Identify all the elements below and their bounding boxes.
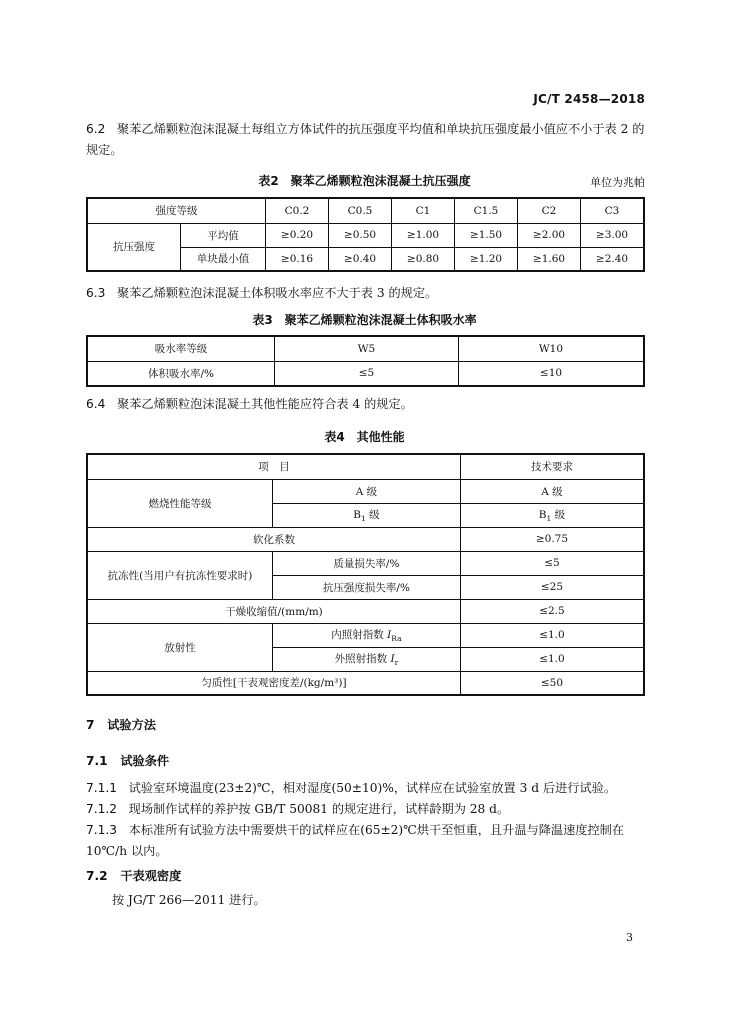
clause-text: 本标准所有试验方法中需要烘干的试样应在(65±2)℃烘干至恒重，且升温与降温速度控制在 10℃/h 以内。 — [86, 823, 625, 858]
section-number: 7 — [86, 718, 95, 732]
table2-cell: ≥1.60 — [518, 247, 581, 271]
table3-cell: ≤10 — [458, 361, 644, 386]
section-title: 干表观密度 — [120, 869, 182, 883]
clause-number: 7.1.3 — [86, 823, 118, 837]
table2-grade: C3 — [581, 198, 645, 223]
table3-grade: W5 — [275, 336, 459, 361]
table2-caption: 表2 聚苯乙烯颗粒泡沫混凝土抗压强度 — [258, 174, 471, 188]
table2-grade: C0.5 — [329, 198, 392, 223]
table4-shrink-req: ≤2.5 — [460, 599, 644, 623]
table2-grade: C1.5 — [455, 198, 518, 223]
table4-frost-strength: 抗压强度损失率/% — [272, 575, 460, 599]
section-7-2-heading — [86, 867, 181, 884]
table3-grade-label: 吸水率等级 — [87, 336, 275, 361]
clause-text: 聚苯乙烯颗粒泡沫混凝土每组立方体试件的抗压强度平均值和单块抗压强度最小值应不小于表 2 的规定。 — [86, 122, 645, 157]
clause-number: 7.1.1 — [86, 781, 118, 795]
section-number: 7.2 — [86, 869, 108, 883]
clause-text: 试验室环境温度(23±2)℃，相对湿度(50±10)%，试样应在试验室放置 3 d 后进行试验。 — [128, 781, 617, 795]
table4 — [86, 453, 645, 696]
table4-frost-mass-req: ≤5 — [460, 551, 644, 575]
table2-cell: ≥1.50 — [455, 223, 518, 247]
table2-row-label: 平均值 — [181, 223, 266, 247]
table2-cell: ≥3.00 — [581, 223, 645, 247]
table3 — [86, 335, 645, 387]
clause-7-1-3 — [86, 820, 646, 862]
table2-grade-header: 强度等级 — [87, 198, 266, 223]
clause-text: 聚苯乙烯颗粒泡沫混凝土其他性能应符合表 4 的规定。 — [117, 397, 413, 411]
table4-burn-b: $B_1$ 级 — [272, 503, 460, 527]
table2-group-label: 抗压强度 — [87, 223, 181, 271]
table2-cell: ≥0.16 — [266, 247, 329, 271]
clause-text: 现场制作试样的养护按 GB/T 50081 的规定进行，试样龄期为 28 d。 — [128, 802, 510, 816]
table4-burn-a-req: A 级 — [460, 479, 644, 503]
table2-cell: ≥0.50 — [329, 223, 392, 247]
table2 — [86, 197, 645, 272]
table3-grade: W10 — [458, 336, 644, 361]
page-number: 3 — [626, 931, 633, 944]
clause-number: 6.2 — [86, 122, 106, 136]
table4-soft-req: ≥0.75 — [460, 527, 644, 551]
table2-grade: C1 — [392, 198, 455, 223]
table2-row-label: 单块最小值 — [181, 247, 266, 271]
table2-cell: ≥0.20 — [266, 223, 329, 247]
table4-burn-b-req: $B_1$ 级 — [460, 503, 644, 527]
table4-soft-label: 软化系数 — [87, 527, 460, 551]
table3-value-label: 体积吸水率/% — [87, 361, 275, 386]
table4-frost-mass: 质量损失率/% — [272, 551, 460, 575]
table4-radio-ext-req: ≤1.0 — [460, 647, 644, 671]
standard-number: JC/T 2458—2018 — [533, 92, 645, 106]
section-number: 7.1 — [86, 754, 108, 768]
clause-number: 7.1.2 — [86, 802, 118, 816]
table4-caption: 表4 其他性能 — [324, 430, 405, 444]
clause-6-2 — [86, 119, 646, 161]
clause-6-4 — [86, 394, 646, 415]
table4-frost-label: 抗冻性(当用户有抗冻性要求时) — [87, 551, 272, 599]
table4-radio-label: 放射性 — [87, 623, 272, 671]
table3-cell: ≤5 — [275, 361, 459, 386]
table4-item-header: 项 目 — [87, 454, 460, 479]
table2-cell: ≥0.80 — [392, 247, 455, 271]
section-title: 试验方法 — [107, 718, 156, 732]
table2-cell: ≥1.20 — [455, 247, 518, 271]
table4-burn-label: 燃烧性能等级 — [87, 479, 272, 527]
clause-7-1-1 — [86, 778, 646, 799]
table2-unit: 单位为兆帕 — [590, 176, 645, 189]
table4-radio-int-req: ≤1.0 — [460, 623, 644, 647]
table4-radio-int: 内照射指数 $I_{Ra}$ — [272, 623, 460, 647]
table3-caption: 表3 聚苯乙烯颗粒泡沫混凝土体积吸水率 — [252, 313, 477, 327]
table4-shrink-label: 干燥收缩值/(mm/m) — [87, 599, 460, 623]
section-7-1-heading — [86, 752, 169, 769]
section-title: 试验条件 — [120, 754, 170, 768]
clause-7-1-2 — [86, 799, 646, 820]
section-7-heading — [86, 716, 156, 733]
table4-frost-strength-req: ≤25 — [460, 575, 644, 599]
table2-cell: ≥0.40 — [329, 247, 392, 271]
clause-number: 6.4 — [86, 397, 106, 411]
table2-grade: C0.2 — [266, 198, 329, 223]
clause-6-3 — [86, 283, 646, 304]
clause-number: 6.3 — [86, 286, 106, 300]
table2-cell: ≥1.00 — [392, 223, 455, 247]
table2-cell: ≥2.00 — [518, 223, 581, 247]
table4-burn-a: A 级 — [272, 479, 460, 503]
table4-radio-ext: 外照射指数 $I_r$ — [272, 647, 460, 671]
table4-req-header: 技术要求 — [460, 454, 644, 479]
table2-grade: C2 — [518, 198, 581, 223]
section-7-2-body: 按 JG/T 266—2011 进行。 — [112, 893, 266, 907]
clause-text: 聚苯乙烯颗粒泡沫混凝土体积吸水率应不大于表 3 的规定。 — [117, 286, 438, 300]
table4-uniform-req: ≤50 — [460, 671, 644, 695]
table2-cell: ≥2.40 — [581, 247, 645, 271]
table4-uniform-label: 匀质性[干表观密度差/(kg/m³)] — [87, 671, 460, 695]
